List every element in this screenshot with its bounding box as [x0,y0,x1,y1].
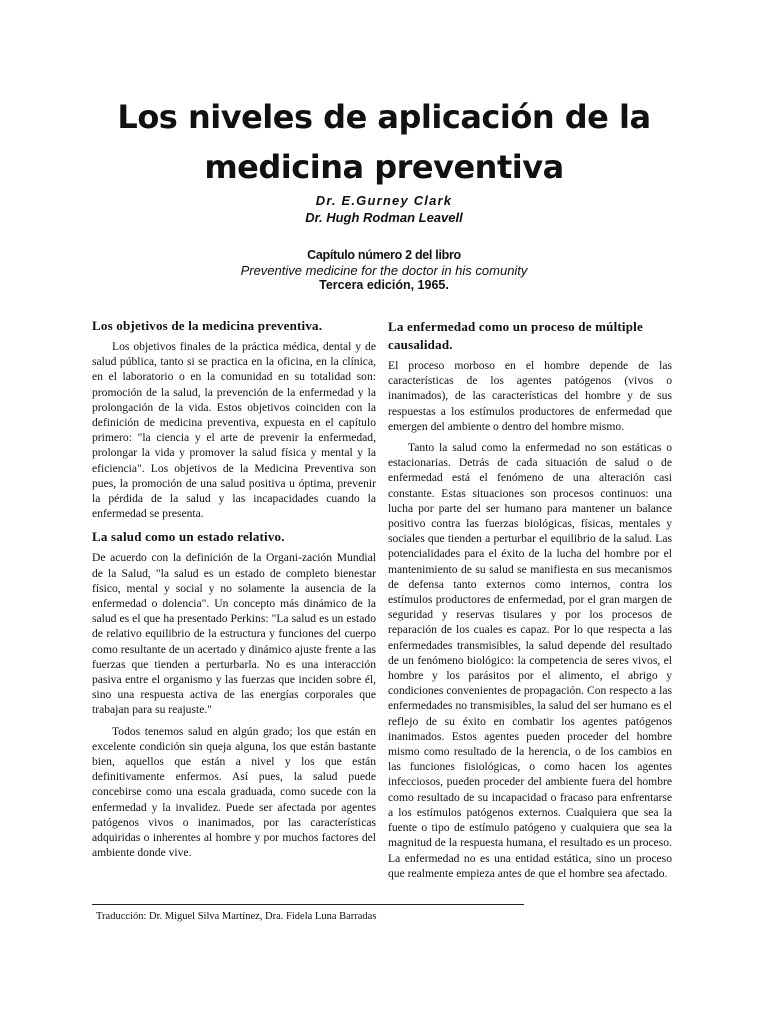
footer-divider [92,904,524,905]
chapter-number: Capítulo número 2 del libro [307,248,461,262]
right-column [388,318,672,881]
author-2: Dr. Hugh Rodman Leavell [305,210,463,225]
paragraph-escala-salud: Todos tenemos salud en algún grado; los que están en excelente condición sin queja alguna, los que están bastante bien, aquellos que están a nivel y los que están definitivamente enfermos. Así pues, la salud puede concebirse como una escala graduada, como sucede con la enfermedad y la invalidez. Puede ser afectada por agentes patógenos vivos o inanimados, por las características adquiridas o inherentes al hombre y por muchos factores del ambiente donde vive. [92,724,376,860]
chapter-info [0,248,768,293]
authors-block [0,192,768,226]
section-heading-multiple-causalidad: La enfermedad como un proceso de múltiple causalidad. [388,319,643,352]
title-line-1: Los niveles de aplicación de la [117,98,651,136]
title-line-2: medicina preventiva [204,148,564,186]
paragraph-objetivos: Los objetivos finales de la práctica médica, dental y de salud pública, tanto si se practica en la oficina, en la clínica, en el laboratorio o en la comunidad en su totalidad son: promoción de la salud, la prevención de la enfermedad y la prolongación de la vida. Estos objetivos coinciden con la definición de medicina preventiva, expuesta en el capítulo primero: "la ciencia y el arte de prevenir la enfermedad, prolongar la vida y promover la salud física y mental y la eficiencia". Los objetivos de la Medicina Preventiva son pues, la promoción de una salud positiva u óptima, prevenir la pérdida de la salud y las incapacidades cuando la enfermedad se presenta. [92,340,376,521]
left-column [92,318,376,861]
paragraph-salud-enfermedad-proceso: Tanto la salud como la enfermedad no son estáticas o estacionarias. Detrás de cada situación de salud o de enfermedad está el fenómeno de una alteración casi constante. Estas situaciones son procesos continuos: una lucha por parte del ser humano para mantener un balance positivo contra las fuerzas biológicas, físicas, mentales y sociales que tienden a perturbar el equilibrio de la salud. Las potencialidades para el éxito de la lucha del hombre por el mantenimiento de su salud se manifiesta en sus mecanismos de defensa tanto externos como internos, contra los estímulos productores de enfermedad, por el gran margen de seguridad y reservas tisulares y por los procesos de reparación de los cuales es capaz. Por lo que respecta a las enfermedades transmisibles, la salud depende del resultado de un fenómeno biológico: la competencia de seres vivos, el hombre y los parásitos por el alimento, el abrigo y condiciones convenientes de propagación. Con respecto a las enfermedades no transmisibles, la salud del ser humano es el reflejo de su éxito en combatir los agentes patógenos inanimados. Estos agentes pueden proceder del hombre mismo como resultado de la herencia, o de los cambios en las funciones fisiológicas, o como hacen los agentes infecciosos, pueden proceder del ambiente fuera del hombre como resultado de su incapacidad o fracaso para enfrentarse a los estímulos patógenos externos. Cualquiera que sea la fuente o tipo de estímulo patógeno y cualquiera que sea la magnitud de la respuesta humana, el resultado es un proceso. La enfermedad no es una entidad estática, sino un proceso que realmente empieza antes de que el hombre sea afectado. [388,441,672,880]
edition: Tercera edición, 1965. [319,278,449,292]
document-title [0,92,768,192]
paragraph-proceso-morboso: El proceso morboso en el hombre depende de las características de los agentes patógenos (vivos o inanimados), de las características del hombre y de sus respuestas a los estímulos productores de enfermedad que emergen del ambiente o dentro del hombre mismo. [388,359,672,433]
book-title: Preventive medicine for the doctor in his comunity [240,263,528,278]
footer-translation-credit: Traducción: Dr. Miguel Silva Martínez, Dra. Fidela Luna Barradas [96,911,377,922]
section-heading-objetivos: Los objetivos de la medicina preventiva. [92,318,323,333]
section-heading-salud-relativa: La salud como un estado relativo. [92,529,285,545]
author-1: Dr. E.Gurney Clark [315,193,453,208]
paragraph-definicion-salud: De acuerdo con la definición de la Organi-zación Mundial de la Salud, "la salud es un estado de completo bienestar físico, mental y social y no solamente la ausencia de la enfermedad o dolencia". Un concepto más dinámico de la salud es el que ha presentado Perkins: "La salud es un estado de relativo equilibrio de la estructura y funciones del cuerpo como resultante de un acertado y dinámico ajuste frente a las fuerzas que tienden a perturbarla. No es una interacción pasiva entre el organismo y las fuerzas que inciden sobre él, sino una respuesta activa de las energías corporales que trabajan para su reajuste." [92,551,376,717]
